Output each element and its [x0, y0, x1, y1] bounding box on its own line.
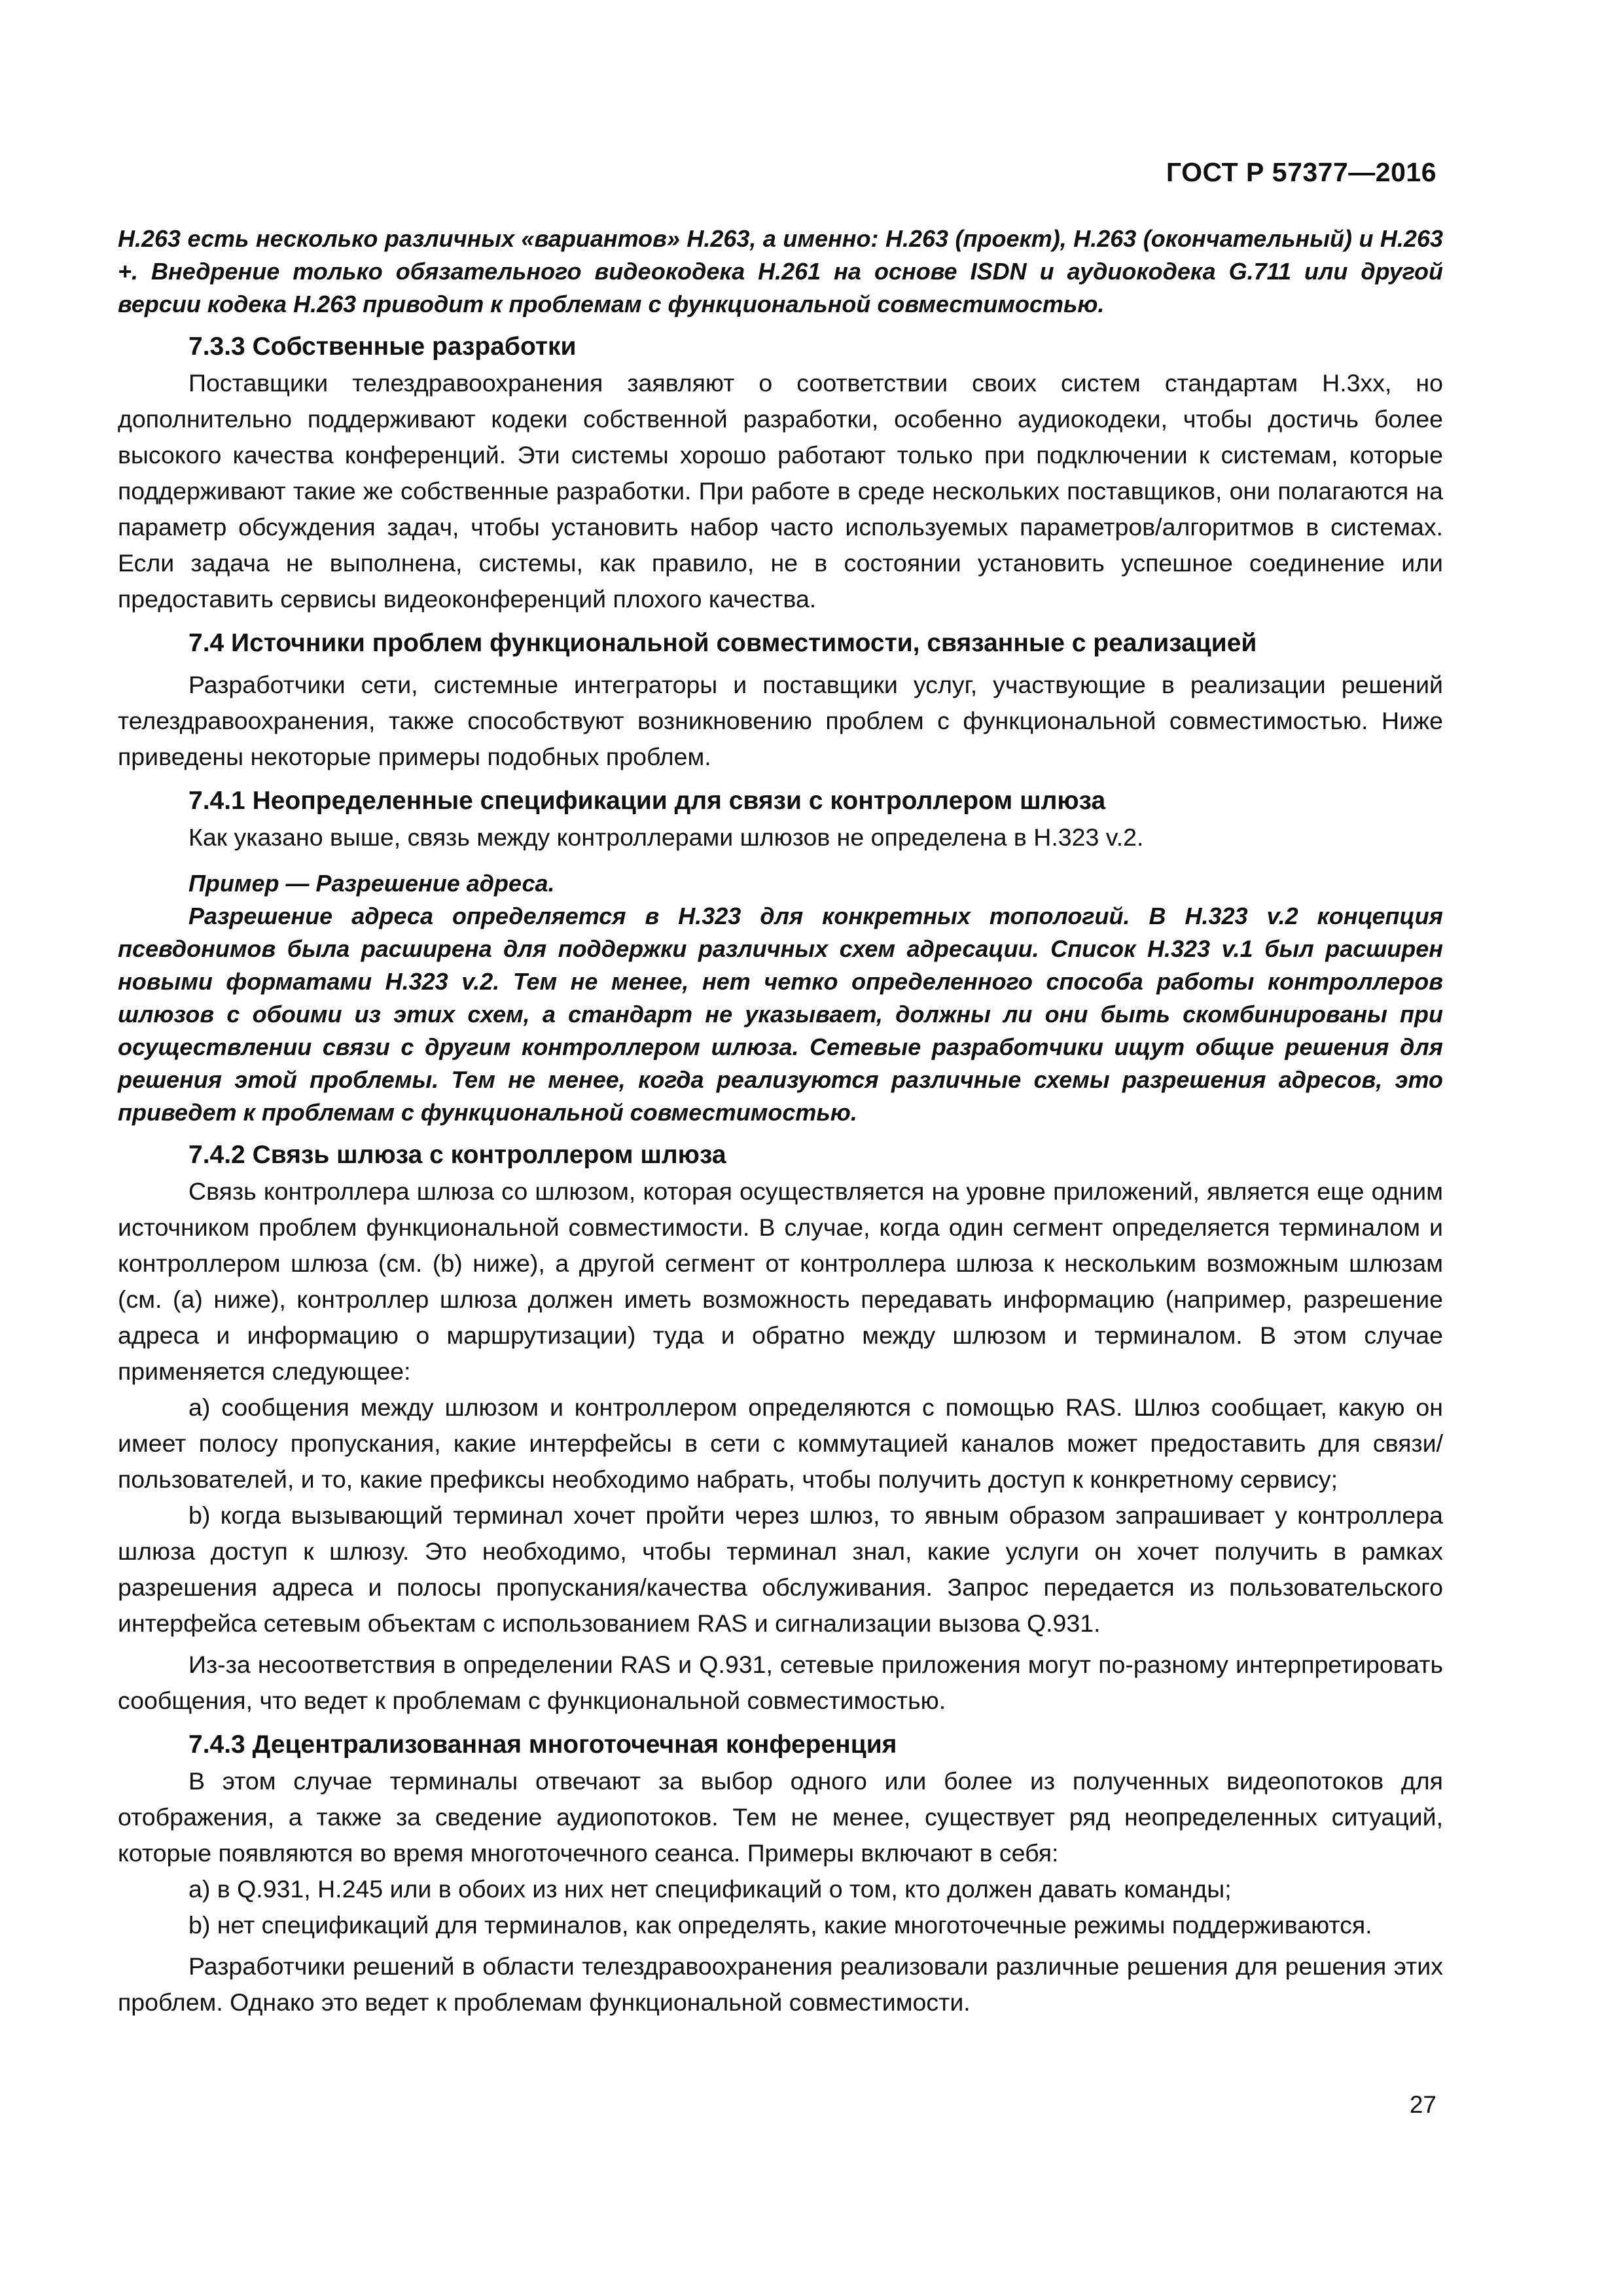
- example-title: Пример — Разрешение адреса.: [188, 870, 555, 897]
- section-7-4-1-heading: 7.4.1 Неопределенные спецификации для связи с контроллером шлюза: [188, 787, 1106, 815]
- section-7-4-2-paragraph: Связь контроллера шлюза со шлюзом, которая осуществляется на уровне приложений, является еще одним источником проблем функциональной совместимости. В случае, когда один сегмент определяется терминалом и контроллером шлюза (см. (b) ниже), а другой сегмент от контроллера шлюза к нескольким возможным шлюзам (см. (a) ниже), контроллер шлюза должен иметь возможность передавать информацию (например, разрешение адреса и информацию о маршрутизации) туда и обратно между шлюзом и терминалом. В этом случае применяется следующее:: [118, 1177, 1443, 1385]
- section-7-4-2-heading: 7.4.2 Связь шлюза с контроллером шлюза: [188, 1141, 726, 1169]
- section-7-4-paragraph: Разработчики сети, системные интеграторы и поставщики услуг, участвующие в реализации решений телездравоохранения, также способствуют возникновению проблем с функциональной совместимостью. Ниже приведены некоторые примеры подобных проблем.: [118, 671, 1443, 770]
- intro-note: H.263 есть несколько различных «вариантов» H.263, а именно: H.263 (проект), H.263 (окончательный) и H.263 +. Внедрение только обязательного видеокодека H.261 на основе ISDN и аудиокодека G.711 или другой версии кодека H.263 приводит к проблемам с функциональной совместимостью.: [118, 225, 1443, 317]
- page-content: [118, 223, 1443, 2020]
- example-text: Разрешение адреса определяется в H.323 для конкретных топологий. В H.323 v.2 концепция псевдонимов была расширена для поддержки различных схем адресации. Список H.323 v.1 был расширен новыми форматами H.323 v.2. Тем не менее, нет четко определенного способа работы контроллеров шлюзов с обоими из этих схем, а стандарт не указывает, должны ли они быть скомбинированы при осуществлении связи с другим контроллером шлюза. Сетевые разработчики ищут общие решения для решения этой проблемы. Тем не менее, когда реализуются различные схемы разрешения адресов, это приведет к проблемам с функциональной совместимостью.: [118, 903, 1443, 1126]
- section-7-4-2-item-b: b) когда вызывающий терминал хочет пройти через шлюз, то явным образом запрашивает у контроллера шлюза доступ к шлюзу. Это необходимо, чтобы терминал знал, какие услуги он хочет получить в рамках разрешения адреса и полосы пропускания/качества обслуживания. Запрос передается из пользовательского интерфейса сетевым объектам с использованием RAS и сигнализации вызова Q.931.: [118, 1501, 1443, 1637]
- section-7-4-2-item-a: a) сообщения между шлюзом и контроллером определяются с помощью RAS. Шлюз сообщает, какую он имеет полосу пропускания, какие интерфейсы в сети с коммутацией каналов может предоставить для связи/пользователей, и то, какие префиксы необходимо набрать, чтобы получить доступ к конкретному сервису;: [118, 1393, 1443, 1493]
- section-7-4-heading: 7.4 Источники проблем функциональной совместимости, связанные с реализацией: [188, 629, 1257, 657]
- document-code: ГОСТ Р 57377—2016: [1166, 157, 1436, 187]
- section-7-4-1-paragraph: Как указано выше, связь между контроллерами шлюзов не определена в H.323 v.2.: [188, 823, 1144, 851]
- section-7-4-3-item-a: a) в Q.931, H.245 или в обоих из них нет спецификаций о том, кто должен давать команды;: [188, 1875, 1232, 1903]
- section-7-4-3-item-b: b) нет спецификаций для терминалов, как определять, какие многоточечные режимы поддерживаются.: [188, 1911, 1372, 1939]
- page-number: 27: [1409, 2091, 1436, 2118]
- section-7-3-3-heading: 7.3.3 Собственные разработки: [188, 332, 577, 361]
- section-7-4-2-paragraph-2: Из-за несоответствия в определении RAS и Q.931, сетевые приложения могут по-разному интерпретировать сообщения, что ведет к проблемам с функциональной совместимостью.: [118, 1651, 1443, 1714]
- section-7-4-3-paragraph-2: Разработчики решений в области телездравоохранения реализовали различные решения для решения этих проблем. Однако это ведет к проблемам функциональной совместимости.: [118, 1952, 1443, 2016]
- section-7-3-3-paragraph: Поставщики телездравоохранения заявляют о соответствии своих систем стандартам H.3xx, но дополнительно поддерживают кодеки собственной разработки, особенно аудиокодеки, чтобы достичь более высокого качества конференций. Эти системы хорошо работают только при подключении к системам, которые поддерживают такие же собственные разработки. При работе в среде нескольких поставщиков, они полагаются на параметр обсуждения задач, чтобы установить набор часто используемых параметров/алгоритмов в системах. Если задача не выполнена, системы, как правило, не в состоянии установить успешное соединение или предоставить сервисы видеоконференций плохого качества.: [118, 369, 1443, 613]
- section-7-4-3-paragraph: В этом случае терминалы отвечают за выбор одного или более из полученных видеопотоков для отображения, а также за сведение аудиопотоков. Тем не менее, существует ряд неопределенных ситуаций, которые появляются во время многоточечного сеанса. Примеры включают в себя:: [118, 1767, 1443, 1867]
- section-7-4-3-heading: 7.4.3 Децентрализованная многоточечная конференция: [188, 1731, 897, 1759]
